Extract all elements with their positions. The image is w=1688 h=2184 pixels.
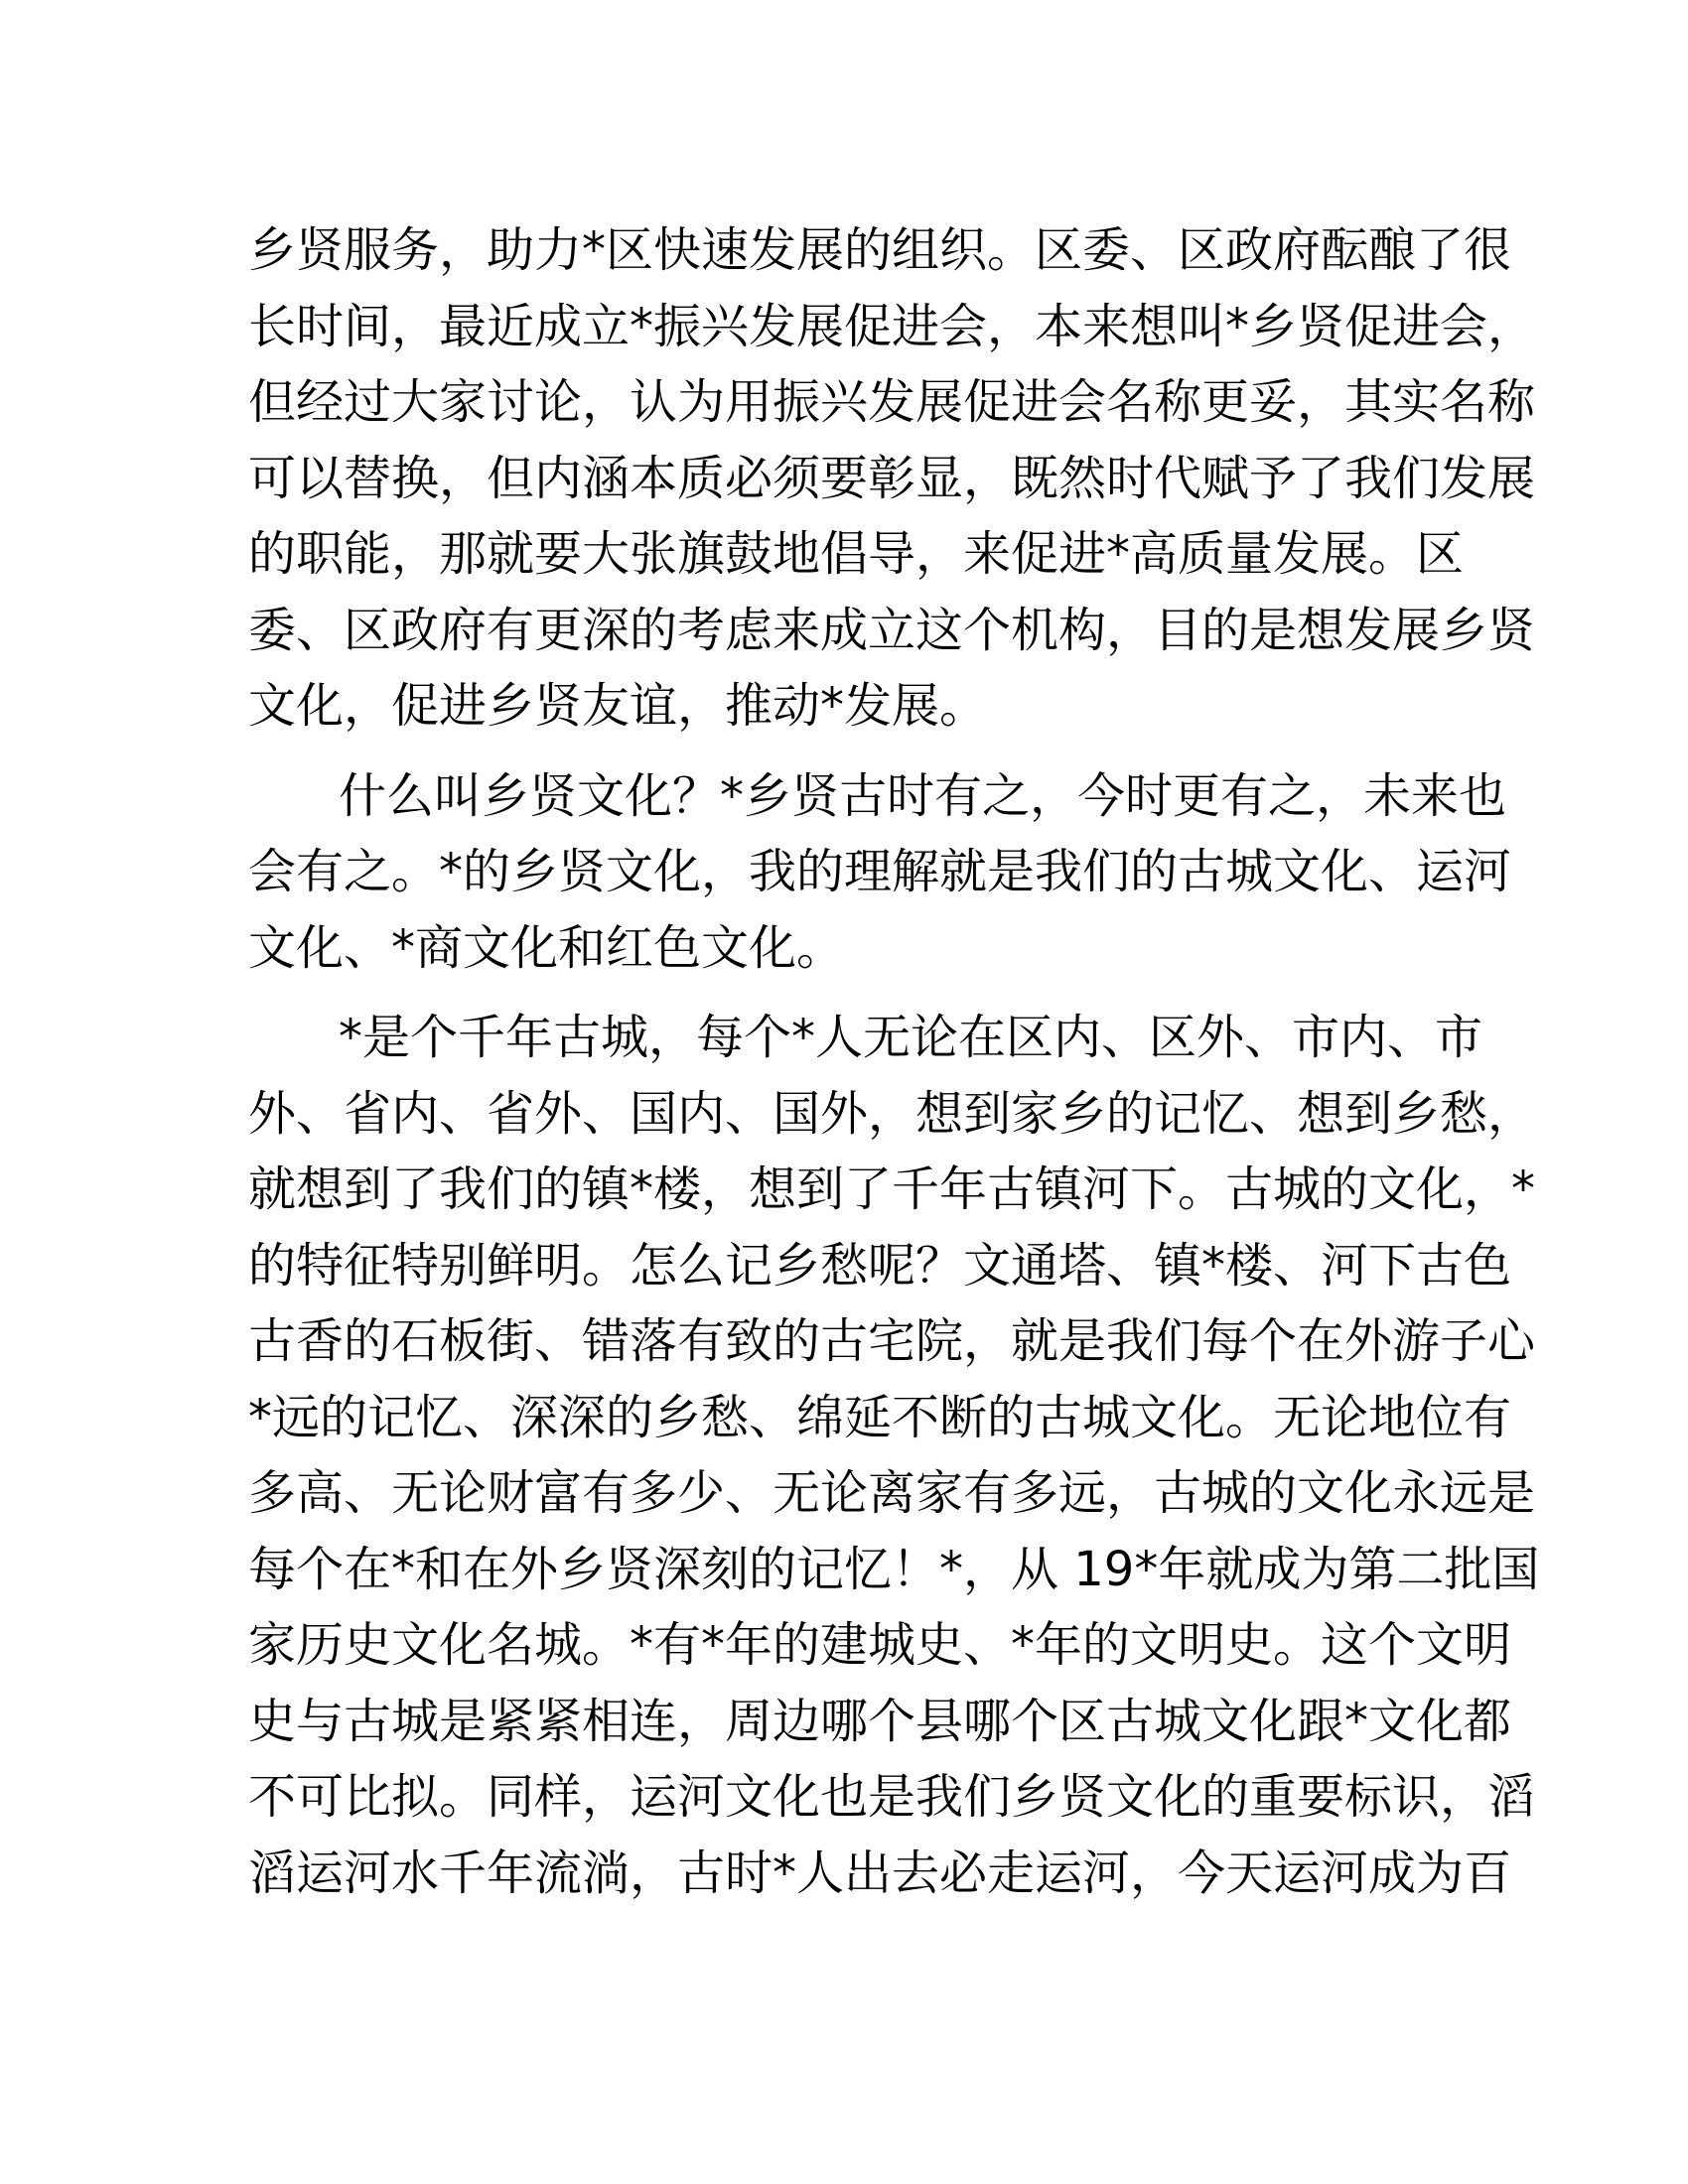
text-line: 外、省内、省外、国内、国外，想到家乡的记忆、想到乡愁，: [248, 1085, 1536, 1142]
text-line: 但经过大家讨论，认为用振兴发展促进会名称更妥，其实名称: [248, 374, 1536, 430]
text-line: 可以替换，但内涵本质必须要彰显，既然时代赋予了我们发展: [248, 450, 1536, 506]
text-line: 家历史文化名城。*有*年的建城史、*年的文明史。这个文明: [248, 1617, 1512, 1673]
text-line: 会有之。*的乡贤文化，我的理解就是我们的古城文化、运河: [248, 844, 1512, 899]
text-line: 乡贤服务，助力*区快速发展的组织。区委、区政府酝酿了很: [248, 222, 1512, 278]
text-line: 就想到了我们的镇*楼，想到了千年古镇河下。古城的文化，*: [248, 1161, 1536, 1217]
text-line: 每个在*和在外乡贤深刻的记忆！*，从 19*年就成为第二批国: [248, 1541, 1540, 1597]
body-text: [248, 212, 1540, 1911]
text-line: 什么叫乡贤文化？*乡贤古时有之，今时更有之，未来也: [339, 767, 1507, 824]
text-line: 长时间，最近成立*振兴发展促进会，本来想叫*乡贤促进会，: [248, 298, 1536, 354]
text-line: 史与古城是紧紧相连，周边哪个县哪个区古城文化跟*文化都: [248, 1693, 1512, 1749]
text-line: 文化，促进乡贤友谊，推动*发展。: [248, 678, 988, 734]
paragraph-gap: [248, 986, 1440, 1000]
text-line: 不可比拟。同样，运河文化也是我们乡贤文化的重要标识，滔: [248, 1769, 1536, 1825]
text-line: 多高、无论财富有多少、无论离家有多远，古城的文化永远是: [248, 1465, 1536, 1521]
text-line: *远的记忆、深深的乡愁、绵延不断的古城文化。无论地位有: [248, 1389, 1512, 1445]
text-line: 的职能，那就要大张旗鼓地倡导，来促进*高质量发展。区: [248, 526, 1465, 582]
text-line: *是个千年古城，每个*人无论在区内、区外、市内、市: [339, 1010, 1483, 1065]
text-line: 古香的石板街、错落有致的古宅院，就是我们每个在外游子心: [248, 1313, 1536, 1369]
text-line: 委、区政府有更深的考虑来成立这个机构，目的是想发展乡贤: [248, 602, 1536, 658]
text-line: 文化、*商文化和红色文化。: [248, 919, 845, 976]
paragraph-gap: [248, 745, 1440, 758]
text-line: 滔运河水千年流淌，古时*人出去必走运河，今天运河成为百: [248, 1844, 1512, 1901]
text-line: 的特征特别鲜明。怎么记乡愁呢？文通塔、镇*楼、河下古色: [248, 1237, 1512, 1294]
